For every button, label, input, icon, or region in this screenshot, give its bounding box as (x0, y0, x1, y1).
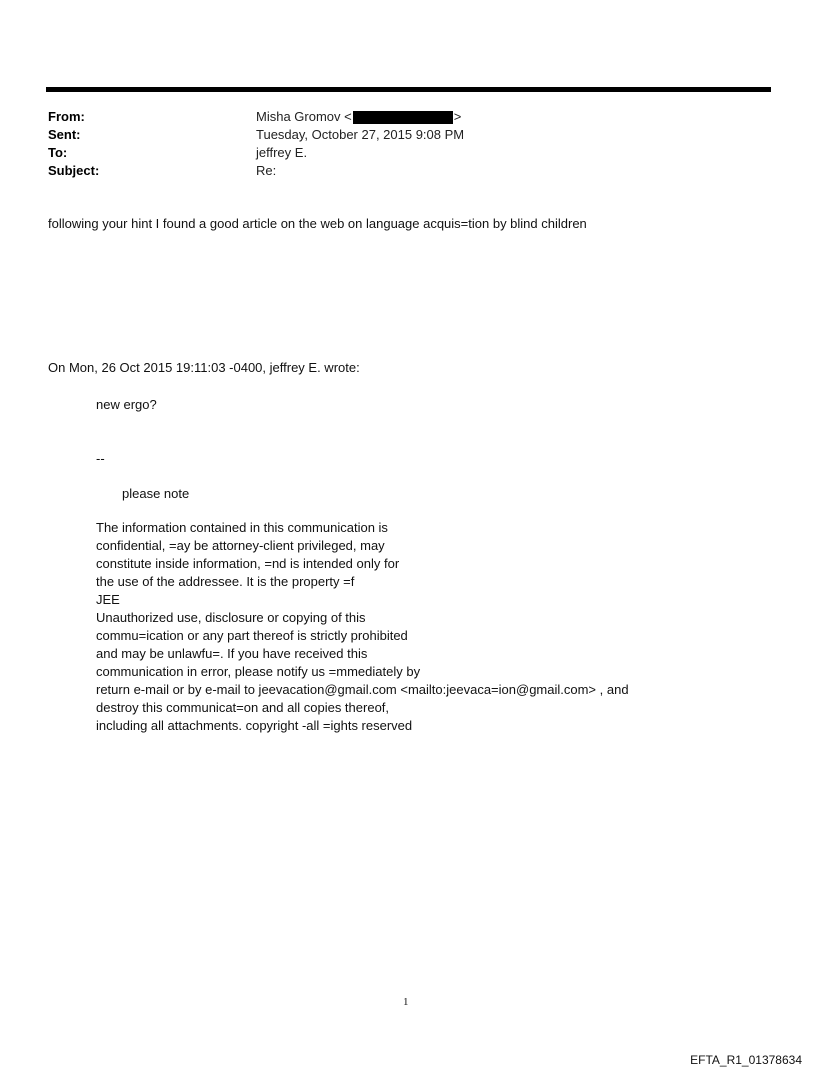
subject-row (48, 162, 748, 180)
disclaimer-line: commu=ication or any part thereof is strictly prohibited (96, 628, 408, 643)
to-label: To: (48, 145, 68, 160)
disclaimer-line: return e-mail or by e-mail to jeevacation@gmail.com <mailto:jeevaca=ion@gmail.com> , and (96, 682, 629, 697)
to-row (48, 144, 748, 162)
subject-value: Re: (256, 163, 277, 178)
sender-email-close: > (453, 109, 462, 124)
sender-name: Misha Gromov < (256, 109, 352, 124)
page-number: 1 (403, 996, 409, 1008)
header-rule (46, 87, 771, 92)
to-value: jeffrey E. (256, 145, 308, 160)
disclaimer-line: The information contained in this communication is (96, 520, 388, 535)
disclaimer-line: destroy this communicat=on and all copies thereof, (96, 700, 390, 715)
quoted-message: new ergo? (96, 397, 157, 412)
email-header (48, 108, 748, 180)
confidentiality-disclaimer (96, 519, 629, 735)
subject-label: Subject: (48, 163, 100, 178)
from-label: From: (48, 109, 85, 124)
disclaimer-line: communication in error, please notify us =mmediately by (96, 664, 421, 679)
sent-value: Tuesday, October 27, 2015 9:08 PM (256, 127, 465, 142)
disclaimer-line: JEE (96, 592, 120, 607)
redacted-email-bar (353, 111, 453, 124)
sent-row (48, 126, 748, 144)
please-note: please note (122, 486, 190, 501)
disclaimer-line: the use of the addressee. It is the property =f (96, 574, 355, 589)
message-body: following your hint I found a good article on the web on language acquis=tion by blind children (48, 216, 587, 231)
document-id: EFTA_R1_01378634 (690, 1053, 802, 1067)
from-value (256, 108, 461, 126)
signature-separator: -- (96, 451, 105, 466)
sent-label: Sent: (48, 127, 81, 142)
disclaimer-line: Unauthorized use, disclosure or copying of this (96, 610, 366, 625)
from-row (48, 108, 748, 126)
quote-attribution: On Mon, 26 Oct 2015 19:11:03 -0400, jeffrey E. wrote: (48, 360, 360, 375)
disclaimer-line: confidential, =ay be attorney-client privileged, may (96, 538, 385, 553)
disclaimer-line: including all attachments. copyright -all =ights reserved (96, 718, 413, 733)
disclaimer-line: constitute inside information, =nd is intended only for (96, 556, 400, 571)
disclaimer-line: and may be unlawfu=. If you have received this (96, 646, 368, 661)
